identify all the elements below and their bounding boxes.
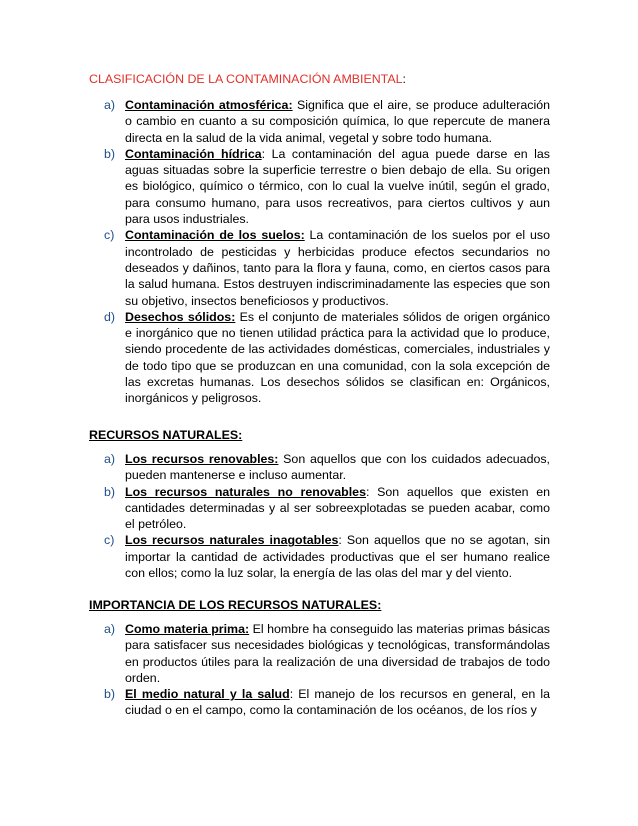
list-item (104, 686, 550, 719)
section-title-colon: : (402, 72, 406, 86)
list-item (104, 227, 550, 308)
item-term: Como materia prima: (125, 622, 250, 636)
item-text: : Son aquellos que no se agotan, sin importar la cantidad de actividades productivas que el ser humano realice con ellos; como la luz solar, la energía de las olas del mar y del viento. (125, 533, 550, 581)
list-contaminacion (104, 97, 550, 407)
list-item (104, 484, 550, 533)
list-marker: b) (104, 146, 116, 161)
list-marker: b) (104, 687, 116, 702)
item-term: Contaminación de los suelos: (125, 228, 305, 243)
list-marker: c) (104, 228, 115, 243)
list-marker: c) (104, 533, 115, 548)
item-text: Es el conjunto de materiales sólidos de origen orgánico e inorgánico que no tienen utilidad práctica para la actividad que lo produce, siendo procedente de las actividades domésticas, comerciales, industriales y de todo tipo que se produzcan en una comunidad, con la sola excepción de las excretas humanas. Los desechos sólidos se clasifican en: Orgánicos, inorgánicos y peligrosos. (125, 309, 551, 406)
item-text: : La contaminación del agua puede darse en las aguas situadas sobre la superficie terrestre o bien debajo de ella. Su origen es biológico, químico o térmico, con lo cual la vuelve inútil, según el grado, para consumo humano, para usos recreativos, para ciertos cultivos y aun para usos industriales. (125, 146, 551, 227)
section-title-contaminacion (89, 71, 406, 87)
list-item (104, 97, 550, 146)
item-term: Los recursos renovables: (125, 452, 279, 466)
item-term: Contaminación hídrica (125, 146, 262, 161)
list-marker: a) (104, 452, 116, 466)
item-term: Desechos sólidos: (125, 309, 236, 324)
list-item (104, 532, 550, 581)
section-title-recursos: RECURSOS NATURALES: (89, 428, 243, 442)
item-text: El hombre ha conseguido las materias primas básicas para satisfacer sus necesidades biológicas y tecnológicas, transformándolas en productos útiles para la realización de una diversidad de trabajos de todo orden. (125, 622, 550, 685)
item-text: Significa que el aire, se produce adulteración o cambio en cuanto a su composición química, lo que repercute de manera directa en la salud de la vida animal, vegetal y sobre todo humana. (125, 98, 550, 145)
item-text: La contaminación de los suelos por el uso incontrolado de pesticidas y herbicidas produce efectos secundarios no deseados y dañinos, tanto para la flora y fauna, como, en ciertos casos para la salud humana. Estos destruyen indiscriminadamente las especies que son su objetivo, insectos beneficiosos y productivos. (125, 228, 550, 308)
list-item (104, 621, 550, 686)
item-term: El medio natural y la salud (125, 687, 290, 702)
item-text: Son aquellos que con los cuidados adecuados, pueden mantenerse e incluso aumentar. (125, 452, 550, 483)
item-text: : Son aquellos que existen en cantidades determinadas y al ser sobreexplotadas se pueden acabar, como el petróleo. (125, 484, 550, 532)
list-recursos (104, 451, 550, 581)
list-item (104, 146, 550, 227)
list-item (104, 451, 550, 484)
section-title-importancia: IMPORTANCIA DE LOS RECURSOS NATURALES: (89, 598, 382, 612)
list-marker: a) (104, 98, 116, 112)
item-term: Los recursos naturales inagotables (125, 533, 339, 548)
section-title-text: CLASIFICACIÓN DE LA CONTAMINACIÓN AMBIENTAL (89, 72, 403, 86)
list-item (104, 309, 550, 407)
item-term: Los recursos naturales no renovables (125, 484, 366, 499)
list-marker: a) (104, 622, 116, 636)
list-importancia (104, 621, 550, 719)
list-marker: d) (104, 309, 116, 324)
item-term: Contaminación atmosférica: (125, 98, 293, 112)
item-text: : El manejo de los recursos en general, en la ciudad o en el campo, como la contaminación de los océanos, de los ríos y (125, 687, 550, 718)
list-marker: b) (104, 484, 116, 499)
